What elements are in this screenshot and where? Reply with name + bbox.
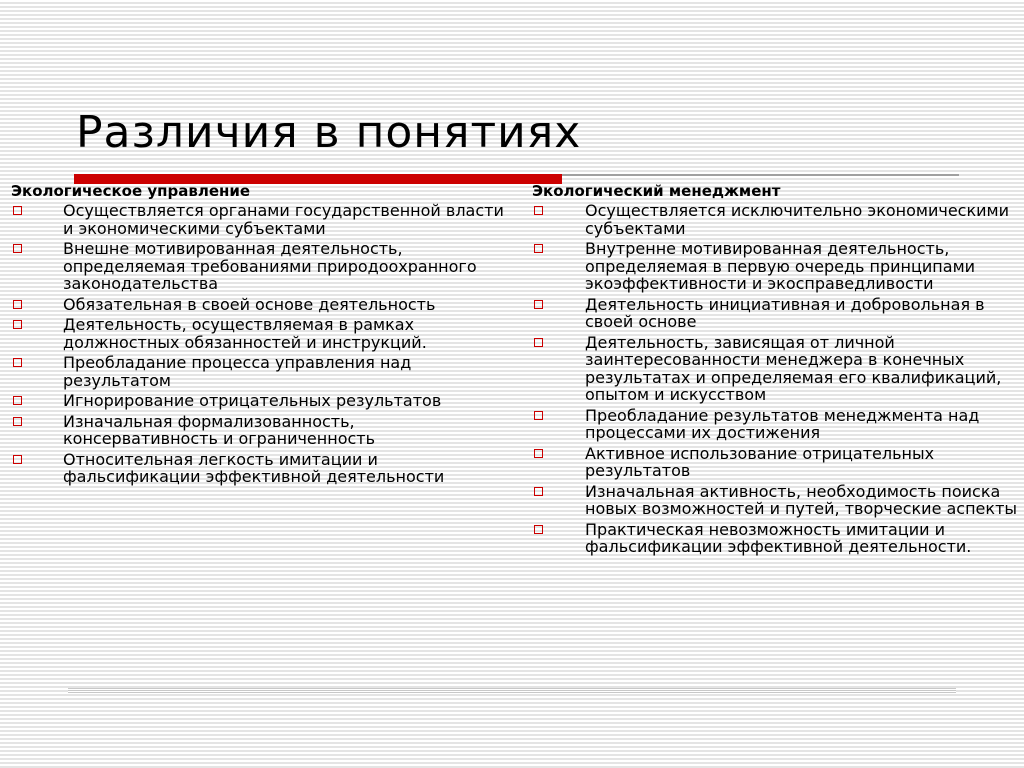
list-item-text: Преобладание процесса управления над результатом: [63, 353, 412, 390]
list-item-text: Изначальная формализованность, консервативность и ограниченность: [63, 411, 376, 448]
list-item: [532, 407, 1020, 442]
list-item-text: Деятельность, зависящая от личной заинтересованности менеджера в конечных результатах и определяемая его квалификаций, опытом и искусством: [585, 332, 1002, 404]
hollow-square-bullet-icon: [13, 300, 22, 309]
hollow-square-bullet-icon: [534, 525, 543, 534]
list-item-text: Изначальная активность, необходимость поиска новых возможностей и путей, творческие аспекты: [585, 481, 1018, 518]
list-item: [11, 316, 511, 351]
list-item-text: Относительная легкость имитации и фальсификации эффективной деятельности: [63, 449, 445, 486]
hollow-square-bullet-icon: [534, 411, 543, 420]
list-item-text: Активное использование отрицательных результатов: [585, 443, 935, 480]
list-item-text: Внутренне мотивированная деятельность, определяемая в первую очередь принципами экоэффективности и экосправедливости: [585, 239, 976, 293]
hollow-square-bullet-icon: [534, 487, 543, 496]
list-item: [11, 451, 511, 486]
hollow-square-bullet-icon: [13, 455, 22, 464]
list-item: [11, 413, 511, 448]
list-item: [532, 445, 1020, 480]
list-item: [11, 392, 511, 410]
list-item-text: Деятельность, осуществляемая в рамках должностных обязанностей и инструкций.: [63, 315, 427, 352]
hollow-square-bullet-icon: [13, 358, 22, 367]
right-column-heading: Экологический менеджмент: [532, 182, 781, 200]
hollow-square-bullet-icon: [13, 396, 22, 405]
list-item: [532, 296, 1020, 331]
hollow-square-bullet-icon: [13, 417, 22, 426]
list-item-text: Осуществляется исключительно экономическими субъектами: [585, 201, 1009, 238]
list-item-text: Деятельность инициативная и добровольная в своей основе: [585, 294, 985, 331]
footer-divider-line: [68, 688, 956, 693]
hollow-square-bullet-icon: [534, 338, 543, 347]
list-item-text: Осуществляется органами государственной власти и экономическими субъектами: [63, 201, 504, 238]
hollow-square-bullet-icon: [13, 244, 22, 253]
hollow-square-bullet-icon: [534, 449, 543, 458]
hollow-square-bullet-icon: [534, 206, 543, 215]
hollow-square-bullet-icon: [534, 244, 543, 253]
list-item: [532, 334, 1020, 404]
left-column-heading: Экологическое управление: [11, 182, 251, 200]
list-item: [11, 240, 511, 293]
list-item: [11, 354, 511, 389]
hollow-square-bullet-icon: [534, 300, 543, 309]
right-column: [532, 181, 1020, 559]
list-item: [532, 240, 1020, 293]
list-item: [11, 296, 511, 314]
list-item-text: Обязательная в своей основе деятельность: [63, 294, 436, 314]
list-item: [532, 202, 1020, 237]
left-column: [11, 181, 511, 489]
right-column-list: [532, 202, 1020, 556]
list-item-text: Внешне мотивированная деятельность, определяемая требованиями природоохранного законодательства: [63, 239, 477, 293]
slide-title: Различия в понятиях: [76, 107, 582, 158]
list-item-text: Преобладание результатов менеджмента над процессами их достижения: [585, 405, 980, 442]
hollow-square-bullet-icon: [13, 206, 22, 215]
list-item: [11, 202, 511, 237]
hollow-square-bullet-icon: [13, 320, 22, 329]
title-divider-line: [562, 174, 959, 176]
list-item: [532, 483, 1020, 518]
list-item-text: Игнорирование отрицательных результатов: [63, 391, 442, 410]
list-item-text: Практическая невозможность имитации и фальсификации эффективной деятельности.: [585, 519, 972, 556]
left-column-list: [11, 202, 511, 486]
list-item: [532, 521, 1020, 556]
